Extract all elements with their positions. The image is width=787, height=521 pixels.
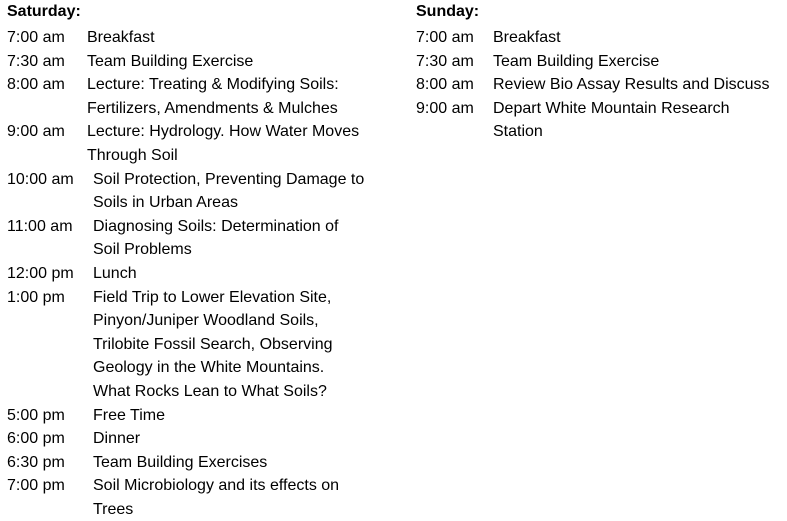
schedule-time: 6:30 pm [7,453,65,471]
schedule-time: 6:00 pm [7,430,65,448]
schedule-row [7,168,407,215]
schedule-time: 12:00 pm [7,264,74,282]
schedule-time: 7:30 am [7,52,65,70]
schedule-row [7,427,407,451]
schedule-row [7,120,407,167]
schedule-row [7,474,407,521]
schedule-description: Team Building Exercise [87,52,254,70]
schedule-row [7,26,407,50]
schedule-time: 10:00 am [7,170,74,188]
schedule-description: Dinner [93,430,141,448]
schedule-description: Breakfast [493,29,561,46]
schedule-row [7,286,407,404]
schedule-description: Free Time [93,406,166,424]
schedule-time: 1:00 pm [7,288,65,306]
schedule-time: 7:00 am [7,29,65,46]
schedule-description: Soil Protection, Preventing Damage to Soils in Urban Areas [93,170,365,212]
schedule-row [7,50,407,74]
schedule-time: 9:00 am [416,99,474,117]
schedule-description: Lunch [93,264,137,282]
schedule-description: Depart White Mountain Research Station [493,99,730,141]
schedule-time: 11:00 am [7,217,73,235]
schedule-row [7,451,407,475]
schedule-time: 9:00 am [7,123,65,141]
schedule-description: Review Bio Assay Results and Discuss [493,76,770,94]
schedule-description: Lecture: Hydrology. How Water Moves Through Soil [87,123,360,164]
schedule-description: Soil Microbiology and its effects on Trees [93,477,340,518]
schedule-description: Breakfast [87,29,155,46]
schedule-row [416,50,786,74]
saturday-heading: Saturday: [7,3,81,20]
schedule-time: 8:00 am [7,76,65,94]
schedule-time: 8:00 am [416,76,474,94]
sunday-column [416,3,786,144]
schedule-row [7,404,407,428]
schedule-row [416,73,786,97]
schedule-description: Lecture: Treating & Modifying Soils: Fertilizers, Amendments & Mulches [87,76,339,117]
schedule-row [416,97,786,144]
schedule-row [7,215,407,262]
schedule-description: Team Building Exercises [93,453,268,471]
schedule-time: 5:00 pm [7,406,65,424]
schedule-row [7,262,407,286]
schedule-row [416,26,786,50]
schedule-description: Diagnosing Soils: Determination of Soil Problems [93,217,339,259]
schedule-row [7,73,407,120]
schedule-time: 7:00 am [416,29,474,46]
schedule-description: Team Building Exercise [493,52,660,70]
saturday-column [7,3,407,521]
schedule-time: 7:00 pm [7,477,65,495]
sunday-heading: Sunday: [416,3,480,20]
schedule-time: 7:30 am [416,52,474,70]
schedule-description: Field Trip to Lower Elevation Site, Pinyon/Juniper Woodland Soils, Trilobite Fossil Search, Observing Geology in the White Mountains. What Rocks Lean to What Soils? [93,288,333,400]
